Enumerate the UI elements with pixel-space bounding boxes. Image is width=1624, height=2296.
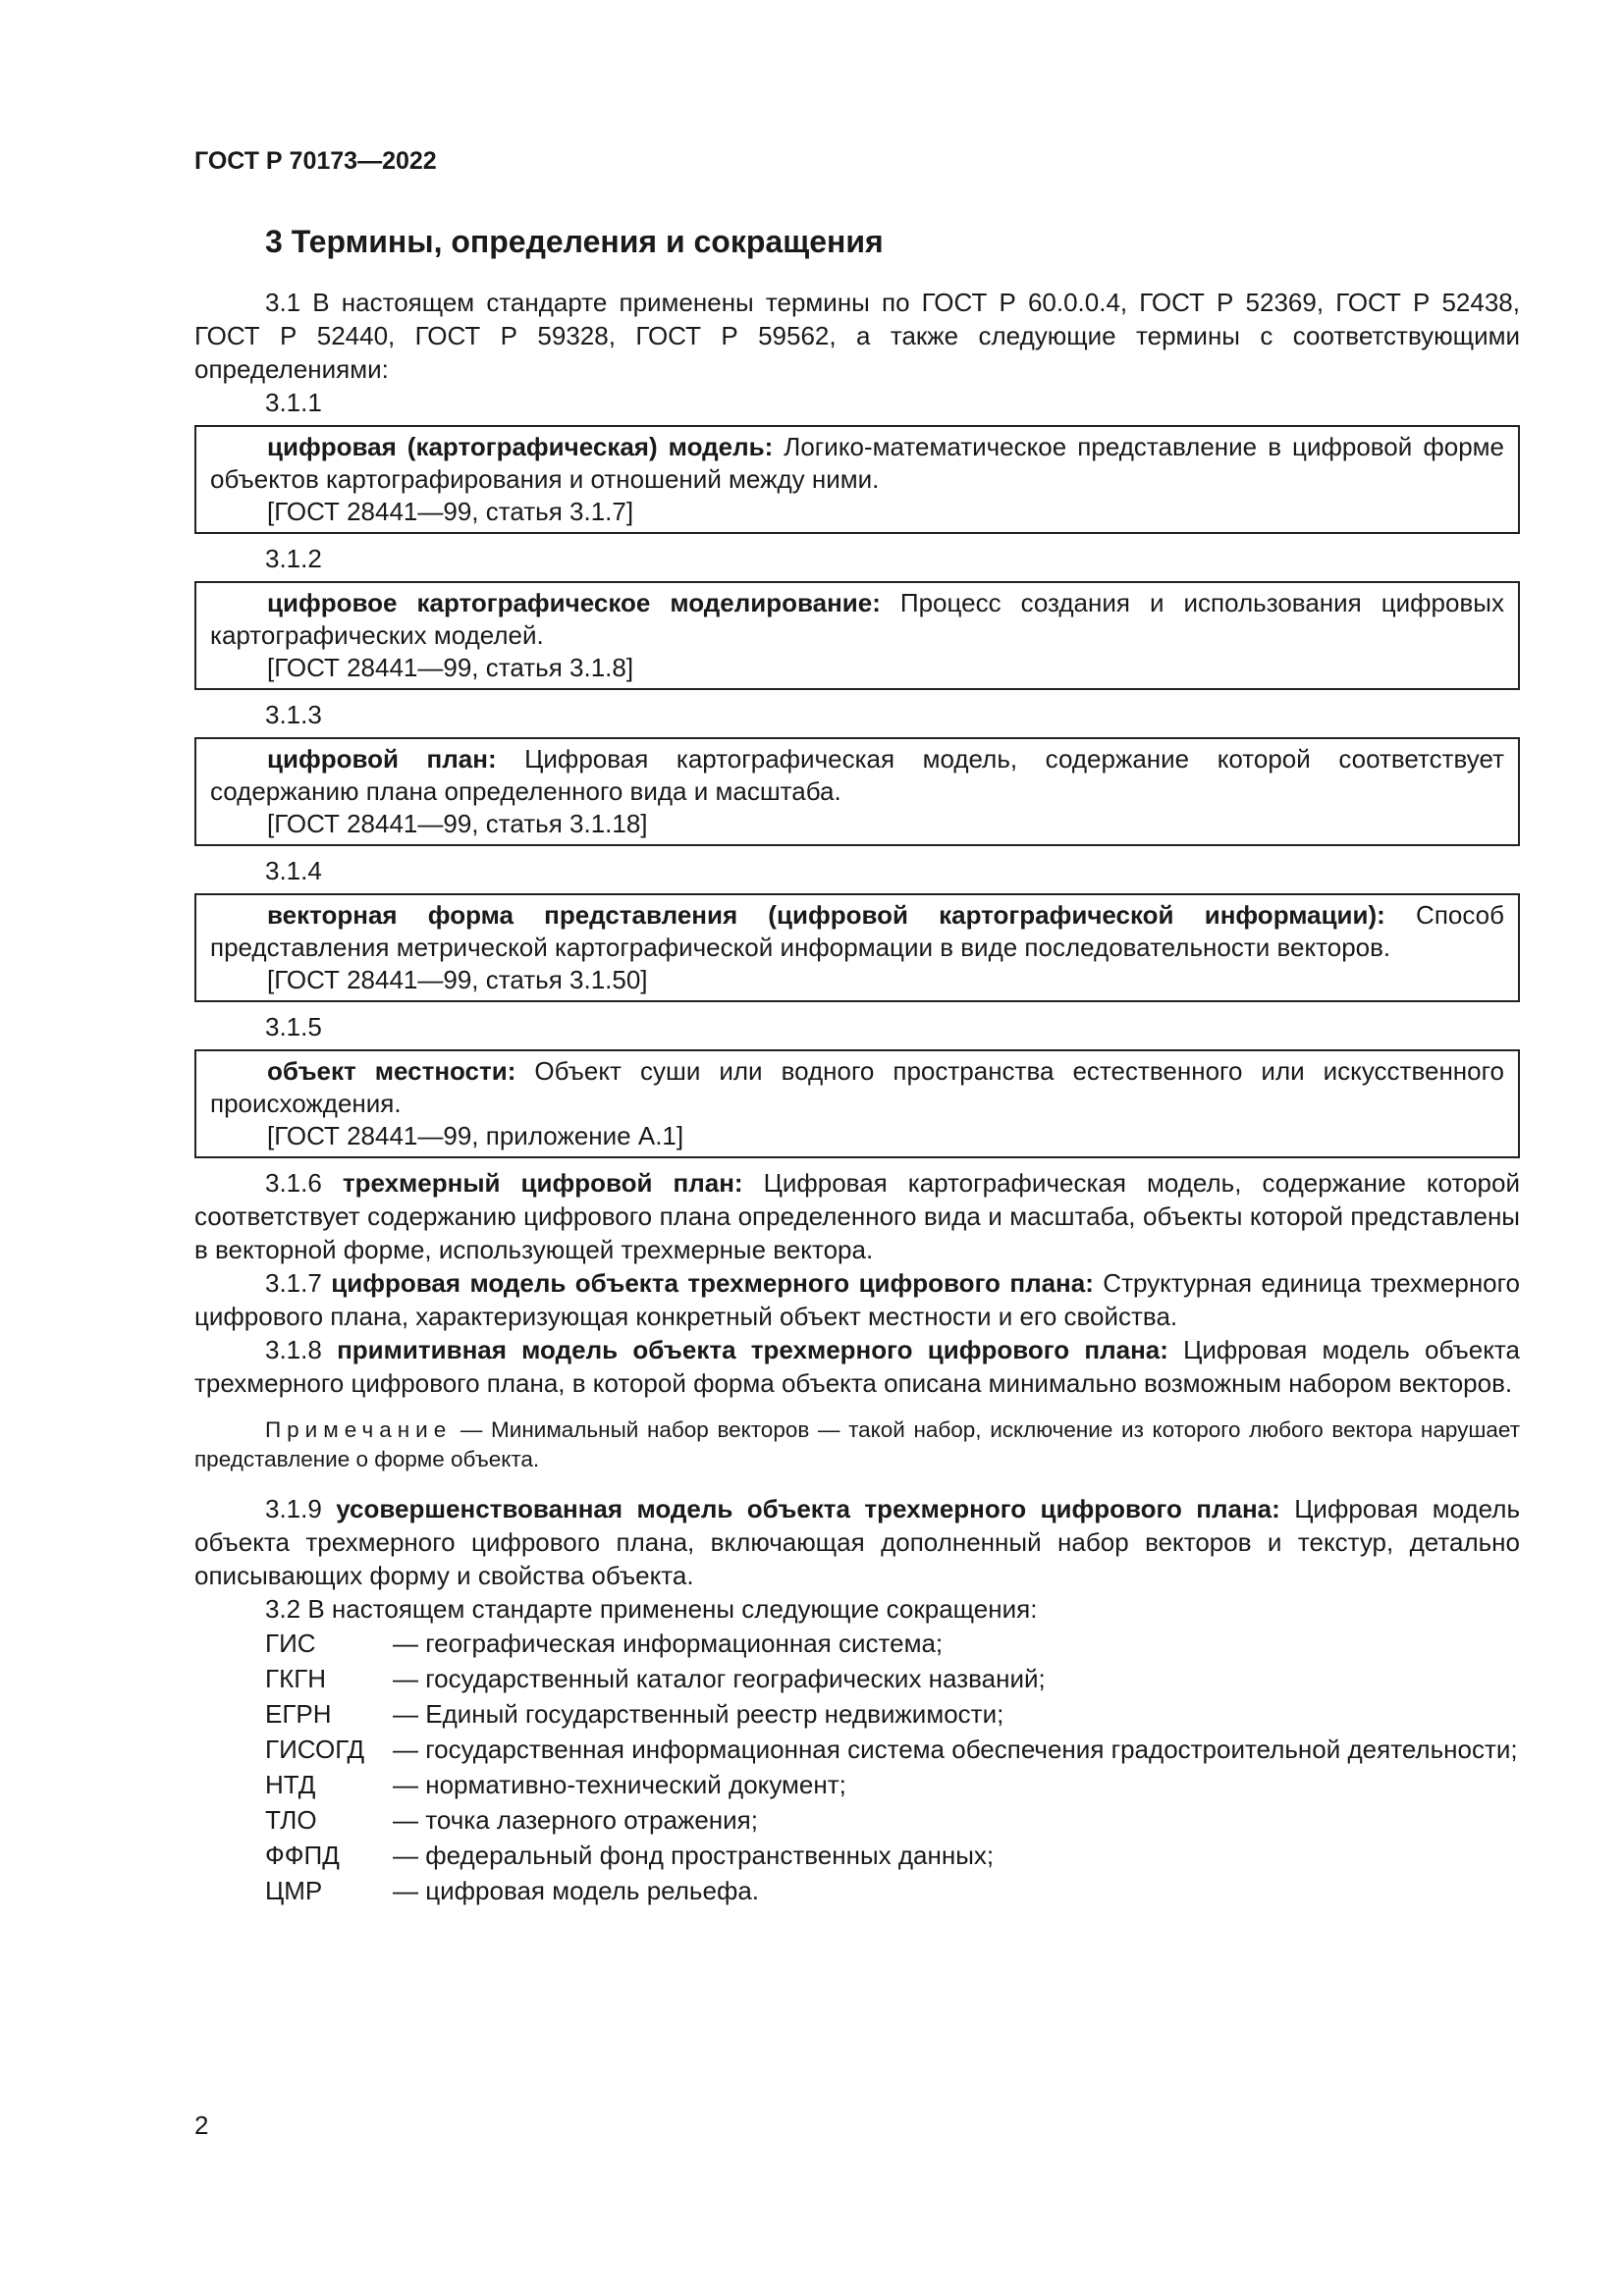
term-number: 3.1.7 bbox=[265, 1268, 322, 1298]
abbreviation-meaning: — федеральный фонд пространственных данных; bbox=[393, 1841, 995, 1870]
term-name: цифровое картографическое моделирование: bbox=[267, 588, 881, 617]
term-box bbox=[194, 893, 1520, 1002]
abbreviation: ГИС bbox=[265, 1629, 316, 1658]
term-source: [ГОСТ 28441—99, статья 3.1.50] bbox=[267, 965, 648, 994]
term-paragraph bbox=[194, 1492, 1520, 1592]
abbreviation-meaning: — нормативно-технический документ; bbox=[393, 1770, 846, 1799]
abbreviation-row bbox=[265, 1767, 1520, 1802]
term-box bbox=[194, 1049, 1520, 1158]
term-definition-text: Процесс создания и использования цифровых картографических моделей. bbox=[210, 588, 1504, 650]
term-box bbox=[194, 737, 1520, 846]
term-definition bbox=[210, 427, 1504, 496]
term-source: [ГОСТ 28441—99, статья 3.1.7] bbox=[267, 497, 634, 526]
term-name: объект местности: bbox=[267, 1056, 516, 1086]
abbreviation-row bbox=[265, 1873, 1520, 1908]
term-paragraph bbox=[194, 1166, 1520, 1266]
abbreviation-row bbox=[265, 1838, 1520, 1873]
term-number: 3.1.3 bbox=[265, 700, 322, 729]
abbreviation-meaning: — цифровая модель рельефа. bbox=[393, 1876, 760, 1905]
term-number: 3.1.9 bbox=[265, 1494, 322, 1523]
abbreviation-meaning: — Единый государственный реестр недвижимости; bbox=[393, 1699, 1004, 1729]
note-text: — Минимальный набор векторов — такой набор, исключение из которого любого вектора нарушает представление о форме объекта. bbox=[194, 1417, 1520, 1471]
term-definition bbox=[210, 895, 1504, 964]
term-number: 3.1.5 bbox=[265, 1012, 322, 1041]
term-definition bbox=[210, 1051, 1504, 1120]
note bbox=[194, 1415, 1520, 1474]
abbreviation: ФФПД bbox=[265, 1841, 340, 1870]
term-number: 3.1.8 bbox=[265, 1335, 322, 1364]
term-number: 3.1.4 bbox=[265, 856, 322, 885]
abbreviation-meaning: — государственная информационная система обеспечения градостроительной деятельности; bbox=[393, 1735, 1518, 1764]
abbreviation: ЕГРН bbox=[265, 1699, 332, 1729]
abbreviation-meaning: — точка лазерного отражения; bbox=[393, 1805, 758, 1835]
abbreviation-meaning: — географическая информационная система; bbox=[393, 1629, 944, 1658]
abbreviation-row bbox=[265, 1661, 1520, 1696]
abbreviation-row bbox=[265, 1802, 1520, 1838]
term-definition bbox=[210, 583, 1504, 652]
term-source: [ГОСТ 28441—99, статья 3.1.18] bbox=[267, 809, 648, 838]
abbreviation: НТД bbox=[265, 1770, 316, 1799]
abbreviation-row bbox=[265, 1732, 1520, 1767]
abbreviation: ГКГН bbox=[265, 1664, 327, 1693]
abbreviation-row bbox=[265, 1696, 1520, 1732]
term-definition-text: Логико-математическое представление в цифровой форме объектов картографирования и отношений между ними. bbox=[210, 432, 1504, 494]
abbreviation-meaning: — государственный каталог географических названий; bbox=[393, 1664, 1046, 1693]
abbreviation: ГИСОГД bbox=[265, 1735, 365, 1764]
term-number: 3.1.6 bbox=[265, 1168, 322, 1198]
abbreviations-intro: 3.2 В настоящем стандарте применены следующие сокращения: bbox=[265, 1594, 1038, 1624]
term-number: 3.1.1 bbox=[265, 388, 322, 417]
term-definition-text: Цифровая картографическая модель, содержание которой соответствует содержанию плана определенного вида и масштаба. bbox=[210, 744, 1504, 806]
term-paragraph bbox=[194, 1266, 1520, 1333]
term-box bbox=[194, 425, 1520, 534]
term-name: векторная форма представления (цифровой картографической информации): bbox=[267, 900, 1385, 930]
term-name: цифровой план: bbox=[267, 744, 497, 774]
term-definition-text: Цифровая картографическая модель, содержание которой соответствует содержанию цифрового плана определенного вида и масштаба, объекты которой представлены в векторной форме, использующей трехмерные вектора. bbox=[194, 1168, 1520, 1264]
term-source: [ГОСТ 28441—99, статья 3.1.8] bbox=[267, 653, 634, 682]
term-paragraph bbox=[194, 1333, 1520, 1400]
term-definition-text: Объект суши или водного пространства естественного или искусственного происхождения. bbox=[210, 1056, 1504, 1118]
term-definition-text: Структурная единица трехмерного цифрового плана, характеризующая конкретный объект местности и его свойства. bbox=[194, 1268, 1521, 1331]
section-title: 3 Термины, определения и сокращения bbox=[265, 224, 884, 259]
intro-paragraph: 3.1 В настоящем стандарте применены термины по ГОСТ Р 60.0.0.4, ГОСТ Р 52369, ГОСТ Р 52438, ГОСТ Р 52440, ГОСТ Р 59328, ГОСТ Р 59562, а также следующие термины с соответствующими определениями: bbox=[194, 288, 1520, 384]
abbreviation: ТЛО bbox=[265, 1805, 317, 1835]
document-code: ГОСТ Р 70173—2022 bbox=[194, 147, 437, 175]
term-definition-text: Цифровая модель объекта трехмерного цифрового плана, в которой форма объекта описана минимально возможным набором векторов. bbox=[194, 1335, 1520, 1398]
abbreviations-table bbox=[265, 1626, 1520, 1908]
term-definition-text: Способ представления метрической картографической информации в виде последовательности векторов. bbox=[210, 900, 1504, 962]
term-definition-text: Цифровая модель объекта трехмерного цифрового плана, включающая дополненный набор векторов и текстур, детально описывающих форму и свойства объекта. bbox=[194, 1494, 1520, 1590]
abbreviation-row bbox=[265, 1626, 1520, 1661]
term-name: трехмерный цифровой план: bbox=[342, 1168, 743, 1198]
page-number: 2 bbox=[194, 2110, 209, 2140]
term-box bbox=[194, 581, 1520, 690]
term-name: усовершенствованная модель объекта трехмерного цифрового плана: bbox=[336, 1494, 1280, 1523]
abbreviation: ЦМР bbox=[265, 1876, 323, 1905]
term-name: цифровая (картографическая) модель: bbox=[267, 432, 774, 461]
term-definition bbox=[210, 739, 1504, 808]
note-label: Примечание bbox=[265, 1417, 453, 1442]
content-flow bbox=[194, 286, 1520, 1908]
term-name: примитивная модель объекта трехмерного цифрового плана: bbox=[337, 1335, 1168, 1364]
term-name: цифровая модель объекта трехмерного цифрового плана: bbox=[331, 1268, 1094, 1298]
term-number: 3.1.2 bbox=[265, 544, 322, 573]
term-source: [ГОСТ 28441—99, приложение А.1] bbox=[267, 1121, 684, 1150]
